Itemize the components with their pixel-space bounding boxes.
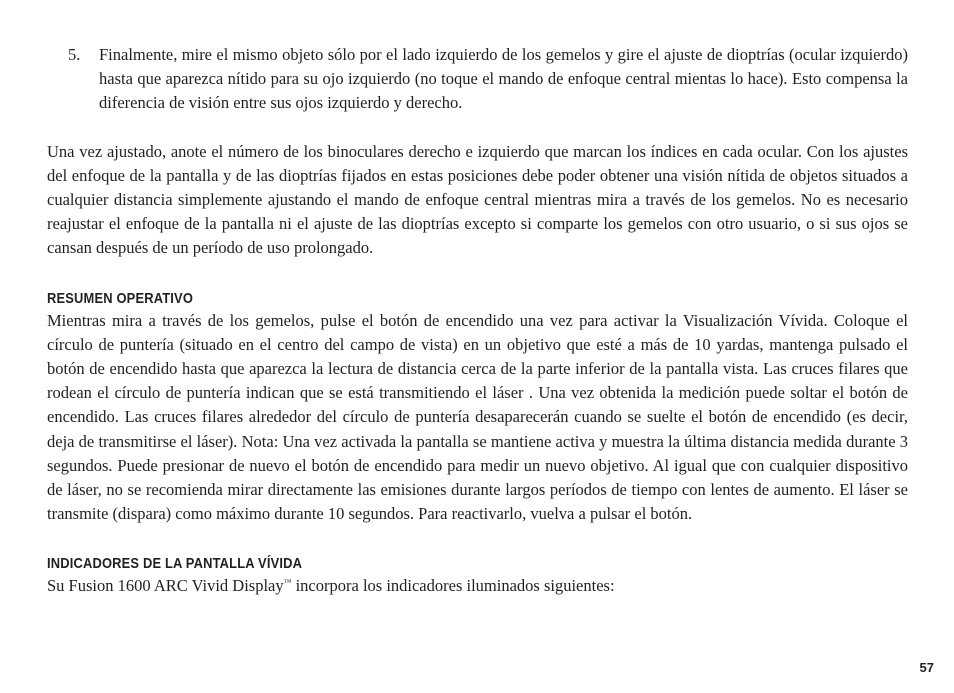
page-number: 57 (919, 660, 934, 675)
spacer (47, 526, 908, 550)
heading-indicadores: INDICADORES DE LA PANTALLA VÍVIDA (47, 555, 303, 573)
paragraph-resumen-operativo: Mientras mira a través de los gemelos, pulse el botón de encendido una vez para activar la Visualización Vívida. Coloque el círculo de puntería (situado en el centro del campo de vista) en un objetivo que esté a más de 10 yardas, mantenga pulsado el botón de encendido hasta que aparezca la lectura de distancia cerca de la parte inferior de la pantalla vista. Las cruces filares que rodean el círculo de puntería indican que se está transmitiendo el láser . Una vez obtenida la medición puede soltar el botón de encendido. Las cruces filares alrededor del círculo de puntería desaparecerán cuando se suelte el botón de encendido (es decir, deja de transmitirse el láser). Nota: Una vez activada la pantalla se mantiene activa y muestra la última distancia medida durante 3 segundos. Puede presionar de nuevo el botón de encendido para medir un nuevo objetivo. Al igual que con cualquier dispositivo de láser, no se recomienda mirar directamente las emisiones durante largos períodos de tiempo con lentes de aumento. El láser se transmite (dispara) como máximo durante 10 segundos. Para reactivarlo, vuelva a pulsar el botón. (47, 310, 908, 524)
list-item-text: Finalmente, mire el mismo objeto sólo por el lado izquierdo de los gemelos y gire el ajuste de dioptrías (ocular izquierdo) hasta que aparezca nítido para su ojo izquierdo (no toque el mando de enfoque central mientas lo hace). Esto compensa la diferencia de visión entre sus ojos izquierdo y derecho. (99, 45, 908, 113)
list-item-step-5 (68, 43, 908, 116)
indicadores-text-start: Su Fusion 1600 ARC Vivid Display (47, 576, 284, 596)
paragraph-after-adjust: Una vez ajustado, anote el número de los binoculares derecho e izquierdo que marcan los índices en cada ocular. Con los ajustes del enfoque de la pantalla y de las dioptrías fijados en estas posiciones debe poder obtener una visión nítida de objetos situados a cualquier distancia simplemente ajustando el mando de enfoque central mientras mira a través de los gemelos. No es necesario reajustar el enfoque de la pantalla ni el ajuste de las dioptrías excepto si comparte los gemelos con otro usuario, o si sus ojos se cansan después de un período de uso prolongado. (47, 141, 908, 258)
indicadores-text-end: incorpora los indicadores iluminados siguientes: (291, 576, 615, 596)
paragraph-indicadores (47, 574, 908, 598)
trademark-symbol: ™ (283, 577, 292, 587)
spacer (47, 261, 908, 285)
list-item-number: 5. (68, 45, 81, 64)
heading-resumen-operativo: RESUMEN OPERATIVO (47, 289, 194, 307)
document-page (47, 43, 908, 599)
spacer (47, 116, 908, 140)
